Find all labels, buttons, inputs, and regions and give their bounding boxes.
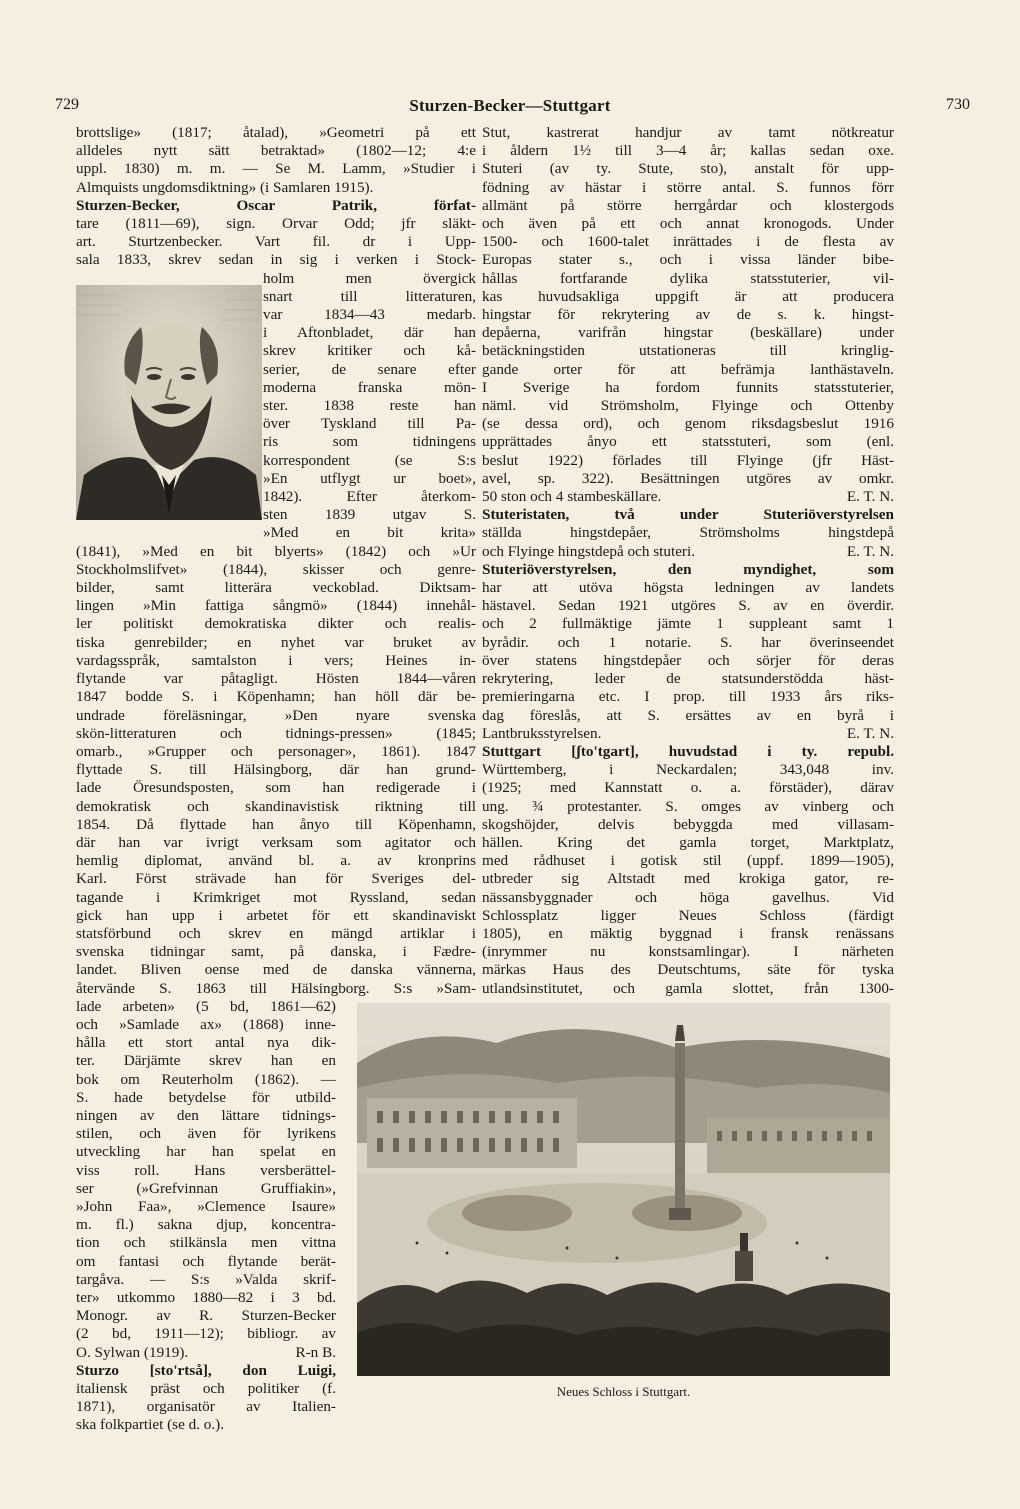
text-line: uppl. 1830) m. m. — Se M. Lamm, »Studier i bbox=[76, 160, 476, 178]
text-line-content: O. Sylwan (1919). bbox=[76, 1343, 189, 1361]
text-line-content: Lantbruksstyrelsen. bbox=[482, 724, 602, 742]
text-line: gande orter för att befrämja lanthästaveln. bbox=[482, 360, 894, 378]
photo-caption: Neues Schloss i Stuttgart. bbox=[556, 1384, 691, 1399]
text-line: ter» utkommo 1880—82 i 3 bd. bbox=[76, 1289, 336, 1306]
text-line: bok om Reuterholm (1862). — bbox=[76, 1070, 336, 1088]
text-line: (inrymmer nu konstsamlingar). I närheten bbox=[482, 943, 894, 961]
text-line: hällen. Kring det gamla torget, Marktplatz, bbox=[482, 833, 894, 851]
text-line: landet. Bliven oense med de danska vännerna, bbox=[76, 961, 476, 979]
text-line: Europas stater s., och i vissa länder bibe- bbox=[482, 251, 894, 269]
text-line: hållas fortfarande dylika statsstuterier, vil- bbox=[482, 269, 894, 287]
text-line: omarb., »Grupper och personager», 1861). 1847 bbox=[76, 742, 476, 760]
text-line: har att utöva högsta ledningen av landets bbox=[482, 579, 894, 597]
page-number-left: 729 bbox=[55, 96, 79, 113]
text-line: premieringarna etc. I prop. till 1933 års riks- bbox=[482, 688, 894, 706]
text-line: där han var ivrigt verksam som agitator och bbox=[76, 833, 476, 851]
page-number-right: 730 bbox=[946, 96, 970, 113]
text-line: bilder, samt litterära veckoblad. Diktsam- bbox=[76, 579, 476, 597]
text-line: serier, de senare efter bbox=[263, 360, 476, 378]
text-line: hemlig diplomat, använd bl. a. av kronprins bbox=[76, 852, 476, 870]
text-line: demokratisk och skandinavistisk riktning till bbox=[76, 797, 476, 815]
text-line: art. Sturtzenbecker. Vart fil. dr i Upp- bbox=[76, 233, 476, 251]
text-line: sten 1839 utgav S. bbox=[263, 506, 476, 524]
text-line: (2 bd, 1911—12); bibliogr. av bbox=[76, 1325, 336, 1343]
text-line: ser (»Grefvinnan Gruffiakin», bbox=[76, 1179, 336, 1197]
text-line: byrådir. och 1 notarie. S. har överinseendet bbox=[482, 633, 894, 651]
text-line: ska folkpartiet (se d. o.). bbox=[76, 1416, 225, 1434]
text-line: ter. Därjämte skrev han en bbox=[76, 1052, 336, 1070]
text-line: i Aftonbladet, där han bbox=[263, 324, 476, 342]
text-line: depåerna, varifrån hingstar (beskällare) under bbox=[482, 324, 894, 342]
text-line: och 2 fullmäktige jämte 1 suppleant samt 1 bbox=[482, 615, 894, 633]
text-line: flyttade S. till Hälsingborg, där han grund- bbox=[76, 761, 476, 779]
entry-stuteri: Stuteri (av ty. Stute, sto), anstalt för upp- bbox=[482, 160, 894, 178]
text-line: gick han upp i arbetet för ett skandinaviskt bbox=[76, 906, 476, 924]
text-line: moderna franska mön- bbox=[263, 378, 476, 396]
text-line: 1842). Efter återkom- bbox=[263, 488, 476, 506]
text-line: »En utflygt ur boet», bbox=[263, 469, 476, 487]
text-line: 1500- och 1600-talet inrättades i de flesta av bbox=[482, 233, 894, 251]
text-line: och även på ett och annat kronogods. Under bbox=[482, 215, 894, 233]
text-line: födning av hästar i större antal. S. funnos förr bbox=[482, 178, 894, 196]
text-line: nässansbyggnader och höga gavelhus. Vid bbox=[482, 888, 894, 906]
entry-sturzen-becker: Sturzen-Becker, Oscar Patrik, förfat- bbox=[76, 196, 476, 214]
text-line: över statens hingstdepåer och sörjer för deras bbox=[482, 651, 894, 669]
text-line: hingstar för rekrytering av de s. k. hingst- bbox=[482, 306, 894, 324]
text-line: näml. vid Strömsholm, Flyinge och Ottenby bbox=[482, 397, 894, 415]
entry-stut: Stut, kastrerat handjur av tamt nötkreatur bbox=[482, 124, 894, 141]
text-line: och »Samlade ax» (1868) inne- bbox=[76, 1015, 336, 1033]
text-line: utveckling har han spelat en bbox=[76, 1143, 336, 1161]
text-line: Almquists ungdomsdiktning» (i Samlaren 1915). bbox=[76, 178, 374, 196]
text-line: allmänt på större herrgårdar och klostergods bbox=[482, 196, 894, 214]
text-line: holm men övergick bbox=[263, 269, 476, 287]
text-line: tiska genrebilder; en nyhet var bruket av bbox=[76, 633, 476, 651]
text-line: skrev kritiker och kå- bbox=[263, 342, 476, 360]
author-signature: E. T. N. bbox=[846, 488, 894, 506]
text-line: undrade föreläsningar, »Den nyare svenska bbox=[76, 706, 476, 724]
text-line: Monogr. av R. Sturzen-Becker bbox=[76, 1307, 336, 1325]
text-line: hästavel. Sedan 1921 utgöres S. av en överdir. bbox=[482, 597, 894, 615]
text-line: om fantasi och flytande berät- bbox=[76, 1252, 336, 1270]
text-line: Karl. Först strävade han för Sveriges del- bbox=[76, 870, 476, 888]
text-line: (se dessa ord), och genom riksdagsbeslut 1916 bbox=[482, 415, 894, 433]
text-line: viss roll. Hans versberättel- bbox=[76, 1161, 336, 1179]
text-line: tare (1811—69), sign. Orvar Odd; jfr släkt- bbox=[76, 215, 476, 233]
text-line: återvände S. 1863 till Hälsingborg. S:s »Sam- bbox=[76, 979, 476, 997]
text-line: lade Öresundsposten, som han redigerade i bbox=[76, 779, 476, 797]
text-line: flytande var påtagligt. Hösten 1844—våren bbox=[76, 670, 476, 688]
entry-stuteristaten: Stuteristaten, två under Stuteriöverstyrelsen bbox=[482, 506, 894, 524]
text-line: brottslige» (1817; åtalad), »Geometri på ett bbox=[76, 124, 476, 141]
text-line: ställda hingstdepåer, Strömsholms hingstdepå bbox=[482, 524, 894, 542]
text-line: utbreder sig Altstadt med krokiga gator, re- bbox=[482, 870, 894, 888]
running-title: Sturzen-Becker—Stuttgart bbox=[409, 96, 611, 115]
text-line: betäckningstiden utstationeras till kringlig- bbox=[482, 342, 894, 360]
text-line bbox=[482, 725, 894, 743]
text-line: S. hade betydelse för utbild- bbox=[76, 1088, 336, 1106]
text-line: Württemberg, i Neckardalen; 343,048 inv. bbox=[482, 761, 894, 779]
text-line: stilen, och även för lyrikens bbox=[76, 1125, 336, 1143]
text-line: kas huvudsakliga uppgift är att producera bbox=[482, 287, 894, 305]
text-line: vardagsspråk, samtalston i vers; Heines in- bbox=[76, 651, 476, 669]
text-line: hålla ett stort antal nya dik- bbox=[76, 1034, 336, 1052]
text-line: (1841), »Med en bit blyerts» (1842) och »Ur bbox=[76, 542, 476, 560]
text-line: i åldern 1½ till 3—4 år; kallas sedan oxe. bbox=[482, 142, 894, 160]
text-line: 1871), organisatör av Italien- bbox=[76, 1398, 336, 1416]
text-line: korrespondent (se S:s bbox=[263, 451, 476, 469]
text-line: »John Faa», »Clemence Isaure» bbox=[76, 1197, 336, 1215]
text-line: tagande i Krimkriget mot Ryssland, sedan bbox=[76, 888, 476, 906]
text-line: ster. 1838 reste han bbox=[263, 397, 476, 415]
text-line: (1925; med Kannstatt o. a. förstäder), därav bbox=[482, 779, 894, 797]
text-line: ningen av den lättare tidnings- bbox=[76, 1106, 336, 1124]
text-line: Stockholmslifvet» (1844), skisser och genre- bbox=[76, 560, 476, 578]
text-line: lingen »Min fattiga sångmö» (1844) innehål- bbox=[76, 597, 476, 615]
text-line: ris som tidningens bbox=[263, 433, 476, 451]
text-line: märkas Haus des Deutschtums, säte för tyska bbox=[482, 961, 894, 979]
text-line: ung. ¾ protestanter. S. omges av vinberg och bbox=[482, 797, 894, 815]
text-line: beslut 1922) förlades till Flyinge (jfr Häst- bbox=[482, 451, 894, 469]
text-line: skön-litteraturen och tidnings-pressen» (1845; bbox=[76, 724, 476, 742]
text-line: Schlossplatz ligger Neues Schloss (färdigt bbox=[482, 906, 894, 924]
text-line: 1847 bodde S. i Köpenhamn; han höll där be- bbox=[76, 688, 476, 706]
text-line: skogshöjder, delvis bebyggda med villasam- bbox=[482, 815, 894, 833]
right-column bbox=[482, 124, 894, 998]
text-line: targåva. — S:s »Valda skrif- bbox=[76, 1270, 336, 1288]
text-line: I Sverige ha fordom funnits statsstuterier, bbox=[482, 378, 894, 396]
entry-stuteriöverstyrelsen: Stuteriöverstyrelsen, den myndighet, som bbox=[482, 560, 894, 578]
text-line: statsförbund och skrev en mängd artiklar i bbox=[76, 924, 476, 942]
entry-sturzo: Sturzo [sto'rtså], don Luigi, bbox=[76, 1361, 336, 1379]
text-line: rekrytering, leder de statsunderstödda häst- bbox=[482, 670, 894, 688]
text-line: italiensk präst och politiker (f. bbox=[76, 1380, 336, 1398]
text-line: 1854. Då flyttade han ånyo till Köpenhamn, bbox=[76, 815, 476, 833]
text-line: lade arbeten» (5 bd, 1861—62) bbox=[76, 997, 336, 1015]
text-line bbox=[482, 543, 894, 561]
text-line: snart till litteraturen, bbox=[263, 287, 476, 305]
author-signature: E. T. N. bbox=[846, 542, 894, 560]
entry-stuttgart: Stuttgart [ʃto'tgart], huvudstad i ty. republ. bbox=[482, 742, 894, 760]
author-signature: E. T. N. bbox=[846, 724, 894, 742]
text-line: 1805), en mäktig byggnad i fransk renässans bbox=[482, 924, 894, 942]
text-line: alldeles nytt sätt betraktad» (1802—12; 4:e bbox=[76, 142, 476, 160]
text-line: m. fl.) sakna djup, koncentra- bbox=[76, 1216, 336, 1234]
text-line: med rådhuset i gotisk stil (uppf. 1899—1905), bbox=[482, 852, 894, 870]
text-line: sala 1833, skrev sedan in sig i verken i Stock- bbox=[76, 251, 476, 269]
text-line: utlandsinstitutet, och gamla slottet, från 1300- bbox=[482, 979, 894, 997]
author-signature: R-n B. bbox=[295, 1343, 336, 1361]
text-line: »Med en bit krita» bbox=[263, 524, 476, 542]
photo-engraving bbox=[357, 1003, 890, 1376]
text-line: var 1834—43 medarb. bbox=[263, 306, 476, 324]
text-line: dag föreslås, att S. ersättes av en byrå i bbox=[482, 706, 894, 724]
text-line bbox=[482, 488, 894, 506]
text-line: upprättades ånyo ett statsstuteri, som (enl. bbox=[482, 433, 894, 451]
text-line-content: och Flyinge hingstdepå och stuteri. bbox=[482, 542, 696, 560]
text-line: tion och stilkänsla men vittna bbox=[76, 1234, 336, 1252]
text-line-content: 50 ston och 4 stambeskällare. bbox=[482, 488, 662, 506]
text-line: över Tyskland till Pa- bbox=[263, 415, 476, 433]
photo-neues-schloss bbox=[357, 1003, 890, 1376]
text-line: avel, sp. 322). Besättningen utgöres av omkr. bbox=[482, 469, 894, 487]
text-line bbox=[76, 1344, 336, 1362]
text-line: ler politiskt demokratiska dikter och realis- bbox=[76, 615, 476, 633]
text-line: svenska tidningar samt, på danska, i Fædre- bbox=[76, 943, 476, 961]
